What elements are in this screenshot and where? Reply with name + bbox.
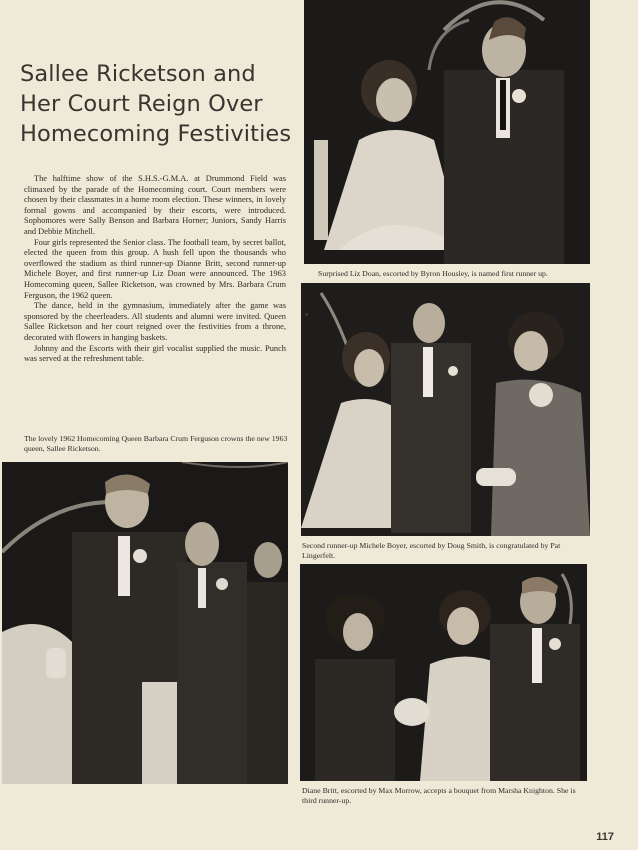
caption-third-runner-up: Diane Britt, escorted by Max Morrow, accepts a bouquet from Marsha Knighton. She is third runner-up.: [302, 786, 576, 805]
article-body: [24, 174, 286, 365]
headline-line: Her Court Reign Over: [20, 91, 263, 118]
article-paragraph: Johnny and the Escorts with their girl vocalist supplied the music. Punch was served at the refreshment table.: [24, 343, 286, 364]
article-paragraph: The dance, held in the gymnasium, immediately after the game was sponsored by the cheerleaders. All students and alumni were invited. Queen Sallee Ricketson and her court reigned over the festivities from a throne, decorated with flowers in hanging baskets.: [24, 301, 286, 342]
headline-line: Sallee Ricketson and: [20, 61, 256, 88]
photo-queen: [2, 462, 288, 784]
page-number: 117: [596, 831, 614, 843]
article-paragraph: Four girls represented the Senior class. The football team, by secret ballot, elected the queen from this group. A hush fell upon the thousands who overflowed the stadium as third runner-up Dianne Britt, second runner-up Michele Boyer, and first runner-up Liz Doan were announced. The 1963 Homecoming queen, Sallee Ricketson, was crowned by Mrs. Barbara Crum Ferguson, the 1962 queen.: [24, 237, 286, 300]
caption-second-runner-up: Second runner-up Michele Boyer, escorted by Doug Smith, is congratulated by Pat Lingerfelt.: [302, 541, 561, 560]
caption-queen: The lovely 1962 Homecoming Queen Barbara Crum Ferguson crowns the new 1963 queen, Sallee Ricketson.: [24, 434, 288, 453]
page-headline: [20, 59, 290, 149]
photo-second-runner-up: [301, 283, 590, 536]
headline-line: Homecoming Festivities: [20, 121, 292, 148]
article-paragraph: The halftime show of the S.H.S.-G.M.A. at Drummond Field was climaxed by the parade of the Homecoming court. Court members were chosen by their classmates in a home room election. These winners, in lovely formal gowns and accompanied by their escorts, were introduced. Sophomores were Sally Benson and Barbara Horner; Juniors, Sandy Harris and Debbie Mitchell.: [24, 174, 286, 236]
photo-third-runner-up: [300, 564, 587, 781]
photo-first-runner-up: [304, 0, 590, 264]
caption-first-runner-up: Surprised Liz Doan, escorted by Byron Housley, is named first runner up.: [318, 269, 548, 278]
